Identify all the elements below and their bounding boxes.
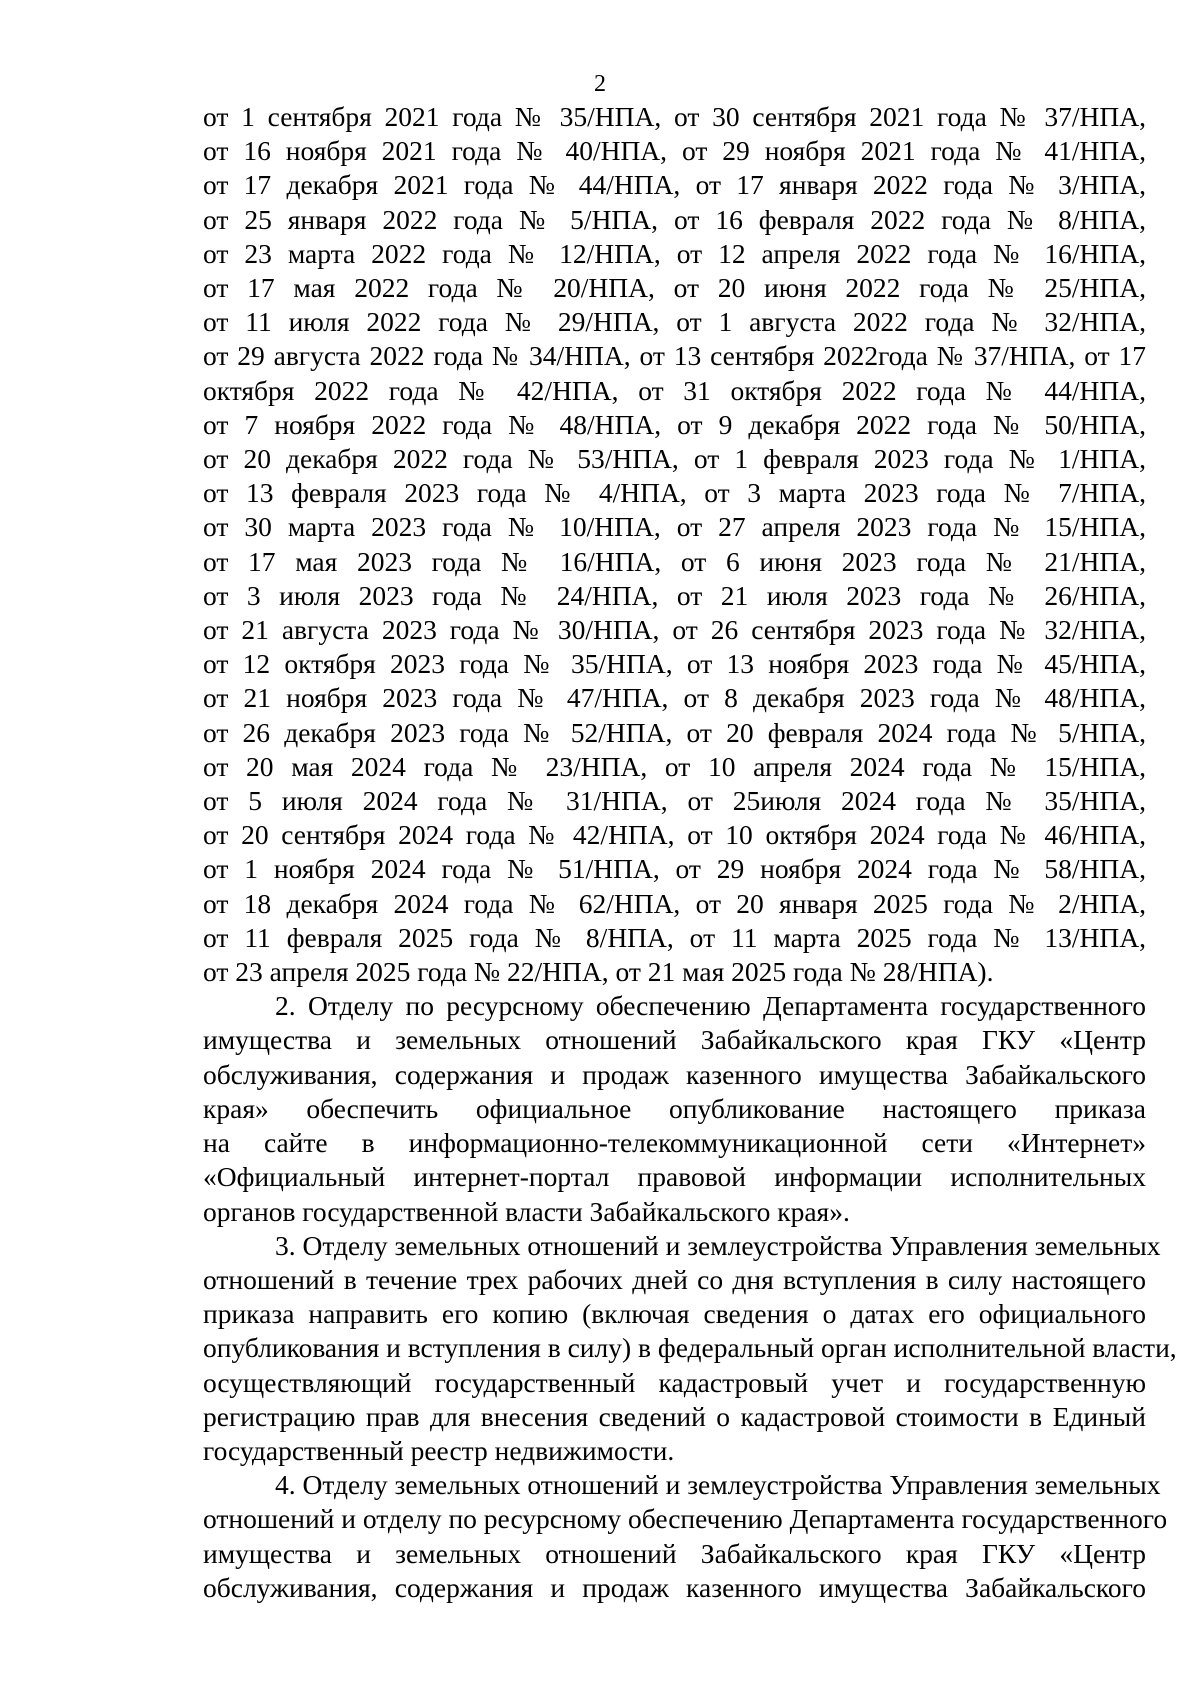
paragraph-3 <box>203 1229 1177 1468</box>
text-line: от 18 декабря 2024 года № 62/НПА, от 20 января 2025 года № 2/НПА, <box>203 887 1146 919</box>
text-line: органов государственной власти Забайкальского края». <box>203 1195 850 1227</box>
paragraph-2 <box>203 989 1146 1228</box>
text-line: осуществляющий государственный кадастровый учет и государственную <box>203 1366 1146 1398</box>
text-line: приказа направить его копию (включая сведения о датах его официального <box>203 1298 1146 1330</box>
text-line: отношений и отделу по ресурсному обеспечению Департамента государственного <box>203 1503 1168 1535</box>
text-line: от 30 марта 2023 года № 10/НПА, от 27 апреля 2023 года № 15/НПА, <box>203 511 1146 543</box>
text-line: от 23 апреля 2025 года № 22/НПА, от 21 мая 2025 года № 28/НПА). <box>203 956 994 988</box>
text-line: от 20 сентября 2024 года № 42/НПА, от 10 октября 2024 года № 46/НПА, <box>203 819 1146 851</box>
text-line: имущества и земельных отношений Забайкальского края ГКУ «Центр <box>203 1537 1146 1569</box>
text-line: от 3 июля 2023 года № 24/НПА, от 21 июля 2023 года № 26/НПА, <box>203 579 1146 611</box>
text-line: от 21 августа 2023 года № 30/НПА, от 26 сентября 2023 года № 32/НПА, <box>203 614 1146 646</box>
text-line: края» обеспечить официальное опубликование настоящего приказа <box>203 1092 1146 1124</box>
text-line: от 1 сентября 2021 года № 35/НПА, от 30 сентября 2021 года № 37/НПА, <box>203 101 1146 132</box>
document-body <box>203 100 1177 1605</box>
text-line: от 17 декабря 2021 года № 44/НПА, от 17 января 2022 года № 3/НПА, <box>203 169 1146 201</box>
text-line: от 11 июля 2022 года № 29/НПА, от 1 августа 2022 года № 32/НПА, <box>203 306 1146 338</box>
text-line: от 7 ноября 2022 года № 48/НПА, от 9 декабря 2022 года № 50/НПА, <box>203 408 1146 440</box>
text-line: от 13 февраля 2023 года № 4/НПА, от 3 марта 2023 года № 7/НПА, <box>203 477 1146 509</box>
text-line: от 17 мая 2023 года № 16/НПА, от 6 июня 2023 года № 21/НПА, <box>203 545 1146 577</box>
text-line: 4. Отделу земельных отношений и землеустройства Управления земельных <box>275 1469 1161 1501</box>
text-line: на сайте в информационно-телекоммуникационной сети «Интернет» <box>203 1127 1146 1159</box>
text-line: от 25 января 2022 года № 5/НПА, от 16 февраля 2022 года № 8/НПА, <box>203 203 1146 235</box>
text-line: отношений в течение трех рабочих дней со дня вступления в силу настоящего <box>203 1263 1146 1295</box>
text-line: от 16 ноября 2021 года № 40/НПА, от 29 ноября 2021 года № 41/НПА, <box>203 135 1146 167</box>
text-line: от 23 марта 2022 года № 12/НПА, от 12 апреля 2022 года № 16/НПА, <box>203 237 1146 269</box>
text-line: от 5 июля 2024 года № 31/НПА, от 25июля 2024 года № 35/НПА, <box>203 785 1146 817</box>
text-line: от 11 февраля 2025 года № 8/НПА, от 11 марта 2025 года № 13/НПА, <box>203 921 1146 953</box>
amendments-list <box>203 100 1146 989</box>
text-line: от 29 августа 2022 года № 34/НПА, от 13 сентября 2022года № 37/НПА, от 17 <box>203 340 1146 372</box>
text-line: 3. Отделу земельных отношений и землеустройства Управления земельных <box>275 1229 1161 1261</box>
text-line: от 12 октября 2023 года № 35/НПА, от 13 ноября 2023 года № 45/НПА, <box>203 648 1146 680</box>
text-line: от 17 мая 2022 года № 20/НПА, от 20 июня 2022 года № 25/НПА, <box>203 272 1146 304</box>
text-line: от 20 мая 2024 года № 23/НПА, от 10 апреля 2024 года № 15/НПА, <box>203 750 1146 782</box>
text-line: имущества и земельных отношений Забайкальского края ГКУ «Центр <box>203 1024 1146 1056</box>
page-number: 2 <box>594 71 606 97</box>
text-line: от 21 ноября 2023 года № 47/НПА, от 8 декабря 2023 года № 48/НПА, <box>203 682 1146 714</box>
text-line: от 26 декабря 2023 года № 52/НПА, от 20 февраля 2024 года № 5/НПА, <box>203 716 1146 748</box>
text-line: от 20 декабря 2022 года № 53/НПА, от 1 февраля 2023 года № 1/НПА, <box>203 443 1146 475</box>
text-line: октября 2022 года № 42/НПА, от 31 октября 2022 года № 44/НПА, <box>203 374 1146 406</box>
paragraph-4 <box>203 1468 1168 1605</box>
text-line: обслуживания, содержания и продаж казенного имущества Забайкальского <box>203 1571 1146 1603</box>
text-line: опубликования и вступления в силу) в федеральный орган исполнительной власти, <box>203 1332 1177 1364</box>
text-line: 2. Отделу по ресурсному обеспечению Департамента государственного <box>275 990 1146 1022</box>
text-line: регистрацию прав для внесения сведений о кадастровой стоимости в Единый <box>203 1400 1146 1432</box>
text-line: обслуживания, содержания и продаж казенного имущества Забайкальского <box>203 1058 1146 1090</box>
text-line: «Официальный интернет-портал правовой информации исполнительных <box>203 1161 1146 1193</box>
text-line: от 1 ноября 2024 года № 51/НПА, от 29 ноября 2024 года № 58/НПА, <box>203 853 1146 885</box>
text-line: государственный реестр недвижимости. <box>203 1434 675 1466</box>
